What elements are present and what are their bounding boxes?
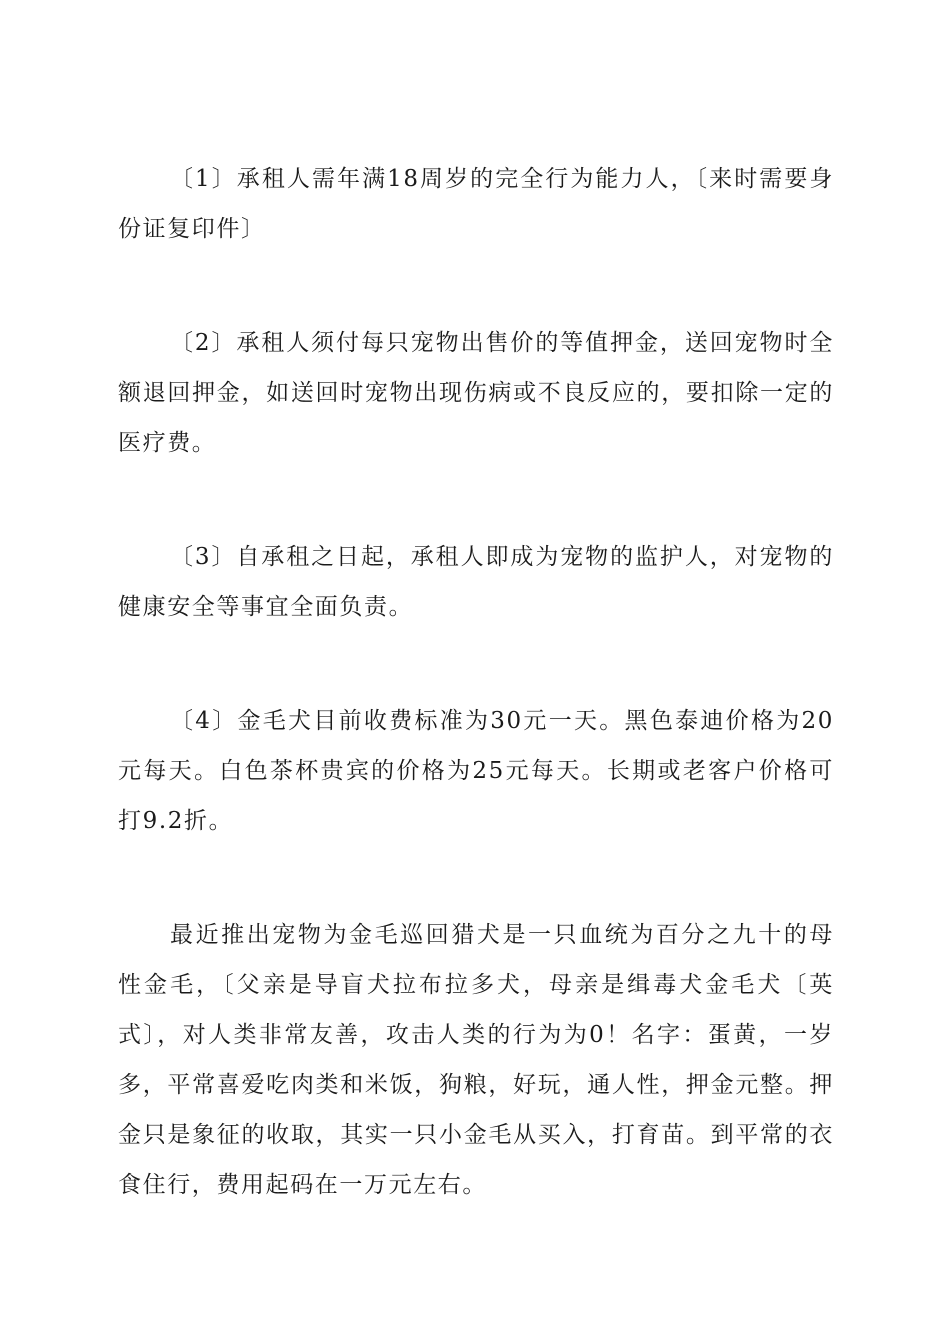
paragraph-requirement-guardian: 〔3〕自承租之日起，承租人即成为宠物的监护人，对宠物的健康安全等事宜全面负责。: [118, 544, 834, 620]
paragraph-gap: [118, 846, 834, 910]
paragraph-gap: [118, 632, 834, 696]
document-body: [118, 154, 834, 1210]
paragraph-featured-pet: 最近推出宠物为金毛巡回猎犬是一只血统为百分之九十的母性金毛，〔父亲是导盲犬拉布拉多犬，母亲是缉毒犬金毛犬〔英式〕，对人类非常友善，攻击人类的行为为0！名字：蛋黄，一岁多，平常喜爱吃肉类和米饭，狗粮，好玩，通人性，押金元整。押金只是象征的收取，其实一只小金毛从买入，打育苗。到平常的衣食住行，费用起码在一万元左右。: [118, 922, 834, 1198]
paragraph-requirement-deposit: 〔2〕承租人须付每只宠物出售价的等值押金，送回宠物时全额退回押金，如送回时宠物出现伤病或不良反应的，要扣除一定的医疗费。: [118, 330, 834, 456]
paragraph-requirement-age: 〔1〕承租人需年满18周岁的完全行为能力人，〔来时需要身份证复印件〕: [118, 166, 834, 242]
paragraph-gap: [118, 254, 834, 318]
paragraph-pricing: 〔4〕金毛犬目前收费标准为30元一天。黑色泰迪价格为20元每天。白色茶杯贵宾的价格为25元每天。长期或老客户价格可打9.2折。: [118, 708, 834, 834]
paragraph-gap: [118, 468, 834, 532]
